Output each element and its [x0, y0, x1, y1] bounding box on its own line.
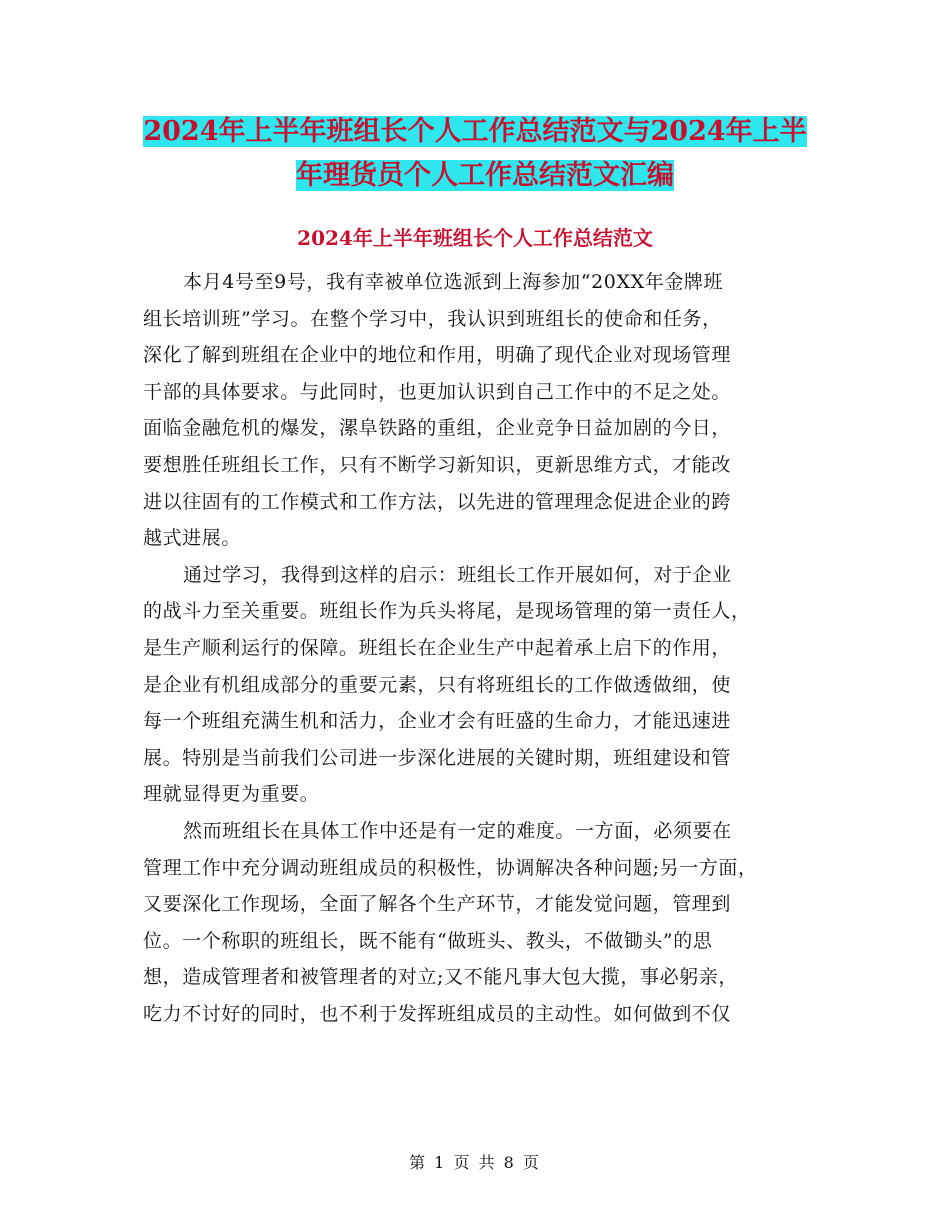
paragraph-3-line: 管理工作中充分调动班组成员的积极性，协调解决各种问题;另一方面，: [143, 856, 758, 879]
paragraph-1-line: 越式进展。: [143, 527, 242, 550]
document-title-line-1: [0, 110, 950, 154]
paragraph-2-line: 是企业有机组成部分的重要元素，只有将班组长的工作做透做细，使: [143, 673, 732, 696]
paragraph-1-line: 组长培训班”学习。在整个学习中，我认识到班组长的使命和任务，: [143, 307, 722, 330]
paragraph-1-line: 本月4号至9号，我有幸被单位选派到上海参加“20XX年金牌班: [183, 271, 724, 293]
paragraph-2-line: 理就显得更为重要。: [143, 783, 320, 806]
paragraph-1-line: 深化了解到班组在企业中的地位和作用，明确了现代企业对现场管理: [143, 344, 732, 367]
document-title-line-2: [0, 154, 950, 198]
paragraph-2-line: 是生产顺利运行的保障。班组长在企业生产中起着承上启下的作用，: [143, 636, 732, 659]
paragraph-2-line: 的战斗力至关重要。班组长作为兵头将尾，是现场管理的第一责任人，: [143, 600, 751, 623]
paragraph-3-line: 又要深化工作现场，全面了解各个生产环节，才能发觉问题，管理到: [143, 893, 732, 916]
paragraph-1-line: 进以往固有的工作模式和工作方法，以先进的管理理念促进企业的跨: [143, 490, 732, 513]
paragraph-2-line: 展。特别是当前我们公司进一步深化进展的关键时期，班组建设和管: [143, 746, 732, 769]
paragraph-1-line: 面临金融危机的爆发，漯阜铁路的重组，企业竞争日益加剧的今日，: [143, 417, 732, 440]
section-title: 2024年上半年班组长个人工作总结范文: [297, 226, 653, 250]
paragraph-2-line: 每一个班组充满生机和活力，企业才会有旺盛的生命力，才能迅速进: [143, 710, 732, 733]
page-footer: 第 1 页 共 8 页: [409, 1153, 541, 1172]
paragraph-3-line: 位。一个称职的班组长，既不能有“做班头、教头，不做锄头”的思: [143, 929, 713, 952]
paragraph-3-line: 吃力不讨好的同时，也不利于发挥班组成员的主动性。如何做到不仅: [143, 1002, 732, 1025]
paragraph-1-line: 要想胜任班组长工作，只有不断学习新知识，更新思维方式，才能改: [143, 453, 732, 476]
paragraph-3-line: 想，造成管理者和被管理者的对立;又不能凡事大包大揽，事必躬亲，: [143, 966, 739, 989]
paragraph-3-line: 然而班组长在具体工作中还是有一定的难度。一方面，必须要在: [183, 819, 732, 842]
document-title-text-1: 2024年上半年班组长个人工作总结范文与2024年上半: [143, 116, 807, 147]
document-title-text-2: 年理货员个人工作总结范文汇编: [296, 160, 674, 191]
paragraph-2-line: 通过学习，我得到这样的启示：班组长工作开展如何，对于企业: [183, 563, 732, 586]
body-text: [143, 264, 823, 1032]
paragraph-1-line: 干部的具体要求。与此同时，也更加认识到自己工作中的不足之处。: [143, 380, 732, 403]
